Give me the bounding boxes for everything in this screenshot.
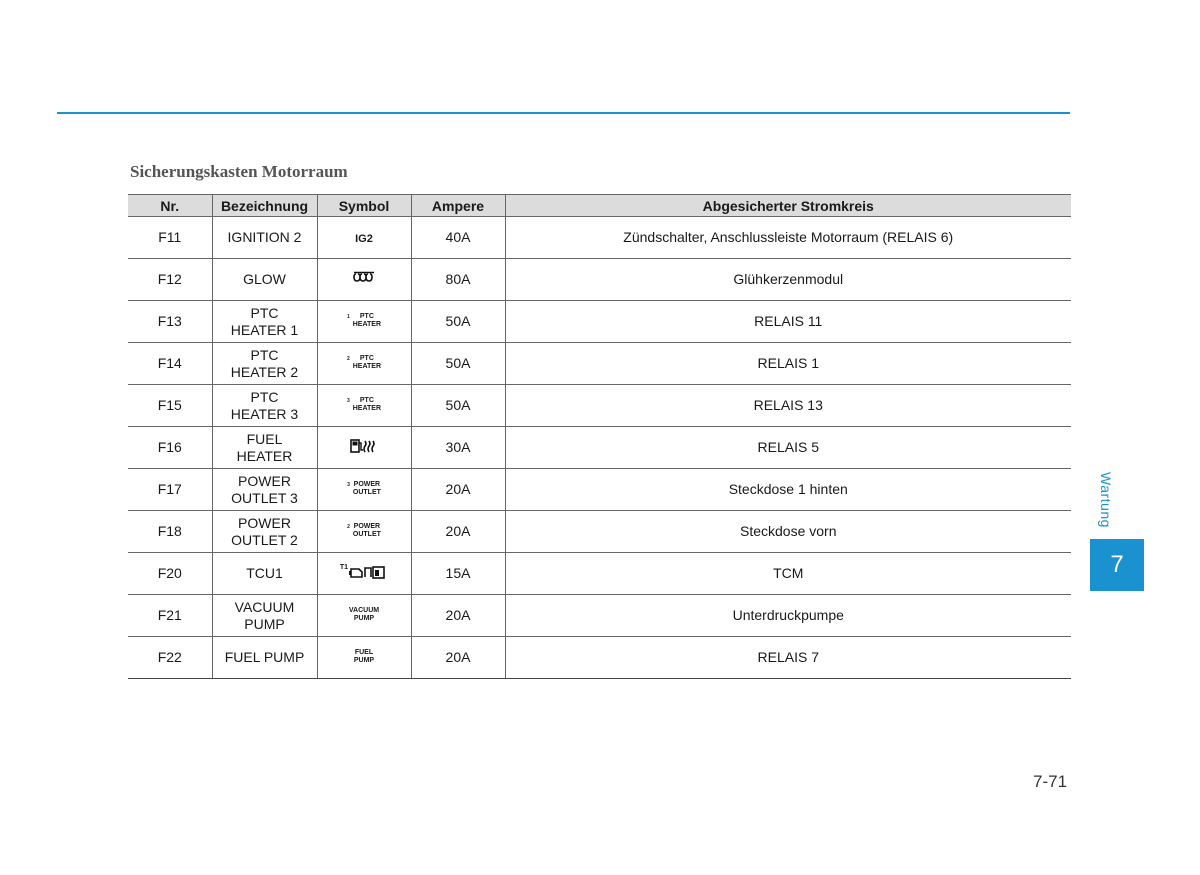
header-stromkreis: Abgesicherter Stromkreis — [505, 195, 1071, 217]
header-bezeichnung: Bezeichnung — [212, 195, 317, 217]
fuse-symbol-cell — [317, 553, 411, 595]
fuse-name-line: HEATER 3 — [230, 405, 299, 422]
fuse-name-line: IGNITION 2 — [227, 229, 302, 245]
fuse-symbol-label: T1 — [339, 563, 349, 571]
table-row — [128, 301, 1071, 343]
fuse-circuit-cell: Zündschalter, Anschlussleiste Motorraum (RELAIS 6) — [505, 217, 1071, 259]
fuse-symbol-index: 3 — [346, 398, 350, 404]
fuse-symbol-cell — [317, 595, 411, 637]
fuse-symbol-line: OUTLET — [352, 531, 381, 538]
fuse-symbol-line: HEATER — [352, 405, 382, 412]
fuse-symbol-text — [353, 481, 381, 497]
fuse-symbol-cell — [317, 427, 411, 469]
fuse-symbol-text — [353, 523, 381, 539]
fuse-symbol-line: POWER — [353, 523, 381, 530]
header-symbol: Symbol — [317, 195, 411, 217]
table-row — [128, 385, 1071, 427]
fuse-name-line: POWER — [238, 514, 291, 531]
fuse-name-cell — [212, 259, 317, 301]
fuse-ampere-cell: 30A — [411, 427, 505, 469]
fuse-symbol-line: PTC — [359, 313, 374, 320]
fuse-number-cell: F13 — [128, 301, 212, 343]
fuse-symbol-line: PUMP — [353, 615, 375, 622]
fuse-ampere-cell: 20A — [411, 595, 505, 637]
table-row — [128, 427, 1071, 469]
fuse-symbol-line: PUMP — [353, 657, 375, 664]
fuse-ampere-cell: 20A — [411, 637, 505, 679]
table-row — [128, 343, 1071, 385]
fuse-name-line: PTC — [250, 388, 279, 405]
table-row — [128, 511, 1071, 553]
header-nr: Nr. — [128, 195, 212, 217]
fuse-symbol-index: 3 — [347, 482, 350, 488]
fuse-number-cell: F14 — [128, 343, 212, 385]
fuse-symbol-line: PTC — [359, 397, 374, 404]
fuse-symbol-index: 2 — [347, 524, 350, 530]
fuse-ampere-cell: 20A — [411, 511, 505, 553]
table-row — [128, 469, 1071, 511]
fuse-name-cell — [212, 511, 317, 553]
fuse-name-line: FUEL — [246, 430, 283, 447]
fuse-symbol-line: IG2 — [355, 233, 373, 245]
fuse-number-cell: F22 — [128, 637, 212, 679]
fuse-symbol-index: 2 — [346, 356, 350, 362]
fuse-circuit-cell: Glühkerzenmodul — [505, 259, 1071, 301]
fuse-symbol-line: VACUUM — [348, 607, 380, 614]
table-row — [128, 637, 1071, 679]
fuse-name-line: OUTLET 3 — [231, 489, 298, 506]
fuse-symbol-text — [353, 397, 381, 413]
fuse-name-line: PUMP — [244, 615, 285, 632]
fuse-symbol-cell — [317, 637, 411, 679]
fuse-symbol-line: POWER — [353, 481, 381, 488]
fuse-circuit-cell: RELAIS 13 — [505, 385, 1071, 427]
fuse-number-cell: F15 — [128, 385, 212, 427]
fuse-symbol-cell — [317, 301, 411, 343]
fuse-symbol-cell — [317, 343, 411, 385]
fuse-symbol-cell — [317, 469, 411, 511]
fuse-number-cell: F11 — [128, 217, 212, 259]
fuse-table — [128, 194, 1071, 679]
side-tab-label: Wartung — [1098, 472, 1114, 528]
fuse-name-cell — [212, 385, 317, 427]
fuse-name-line: OUTLET 2 — [231, 531, 298, 548]
fuse-symbol-line: HEATER — [352, 321, 382, 328]
fuse-name-cell — [212, 427, 317, 469]
fuse-name-cell — [212, 637, 317, 679]
fuse-name-cell — [212, 301, 317, 343]
fuse-ampere-cell: 50A — [411, 343, 505, 385]
fuse-number-cell: F18 — [128, 511, 212, 553]
glow-plug-icon — [353, 271, 375, 289]
fuse-symbol-text — [355, 235, 373, 243]
fuse-symbol-cell — [317, 259, 411, 301]
fuse-name-cell — [212, 217, 317, 259]
fuse-circuit-cell: Steckdose vorn — [505, 511, 1071, 553]
fuse-symbol-line: OUTLET — [352, 489, 381, 496]
fuel-heater-icon — [350, 438, 378, 458]
fuse-ampere-cell: 50A — [411, 301, 505, 343]
table-body — [128, 217, 1071, 679]
table-row — [128, 259, 1071, 301]
fuse-name-line: FUEL PUMP — [224, 649, 305, 665]
fuse-symbol-text — [349, 607, 379, 623]
fuse-symbol-cell — [317, 385, 411, 427]
fuse-name-cell — [212, 553, 317, 595]
header-ampere: Ampere — [411, 195, 505, 217]
fuse-ampere-cell: 40A — [411, 217, 505, 259]
fuse-symbol-line: PTC — [359, 355, 374, 362]
fuse-circuit-cell: TCM — [505, 553, 1071, 595]
fuse-name-line: VACUUM — [234, 598, 295, 615]
fuse-ampere-cell: 50A — [411, 385, 505, 427]
fuse-circuit-cell: Unterdruckpumpe — [505, 595, 1071, 637]
fuse-name-cell — [212, 343, 317, 385]
fuse-number-cell: F17 — [128, 469, 212, 511]
fuse-name-line: HEATER — [236, 447, 293, 464]
fuse-circuit-cell: RELAIS 5 — [505, 427, 1071, 469]
table-row — [128, 553, 1071, 595]
fuse-symbol-cell — [317, 511, 411, 553]
fuse-symbol-line: FUEL — [354, 649, 374, 656]
fuse-circuit-cell: RELAIS 11 — [505, 301, 1071, 343]
table-row — [128, 595, 1071, 637]
fuse-name-line: POWER — [238, 472, 291, 489]
fuse-name-line: PTC — [250, 346, 279, 363]
transmission-control-icon — [348, 564, 388, 584]
fuse-symbol-text — [354, 649, 374, 665]
fuse-name-cell — [212, 595, 317, 637]
table-header-row — [128, 195, 1071, 217]
fuse-number-cell: F16 — [128, 427, 212, 469]
chapter-tab: 7 — [1090, 539, 1144, 591]
fuse-name-cell — [212, 469, 317, 511]
top-divider — [57, 112, 1070, 114]
fuse-ampere-cell: 15A — [411, 553, 505, 595]
section-title: Sicherungskasten Motorraum — [130, 162, 348, 181]
fuse-symbol-text — [353, 355, 381, 371]
fuse-ampere-cell: 80A — [411, 259, 505, 301]
fuse-circuit-cell: RELAIS 1 — [505, 343, 1071, 385]
fuse-symbol-text — [353, 313, 381, 329]
fuse-number-cell: F12 — [128, 259, 212, 301]
fuse-ampere-cell: 20A — [411, 469, 505, 511]
page-number: 7-71 — [1033, 772, 1068, 791]
fuse-circuit-cell: RELAIS 7 — [505, 637, 1071, 679]
fuse-symbol-line: HEATER — [352, 363, 382, 370]
table-row — [128, 217, 1071, 259]
fuse-symbol-index: 1 — [346, 314, 350, 320]
fuse-name-line: HEATER 2 — [230, 363, 299, 380]
fuse-number-cell: F20 — [128, 553, 212, 595]
fuse-name-line: HEATER 1 — [230, 321, 299, 338]
fuse-name-line: GLOW — [243, 271, 286, 287]
fuse-circuit-cell: Steckdose 1 hinten — [505, 469, 1071, 511]
fuse-symbol-cell — [317, 217, 411, 259]
fuse-name-line: TCU1 — [246, 565, 283, 581]
fuse-number-cell: F21 — [128, 595, 212, 637]
fuse-name-line: PTC — [250, 304, 279, 321]
